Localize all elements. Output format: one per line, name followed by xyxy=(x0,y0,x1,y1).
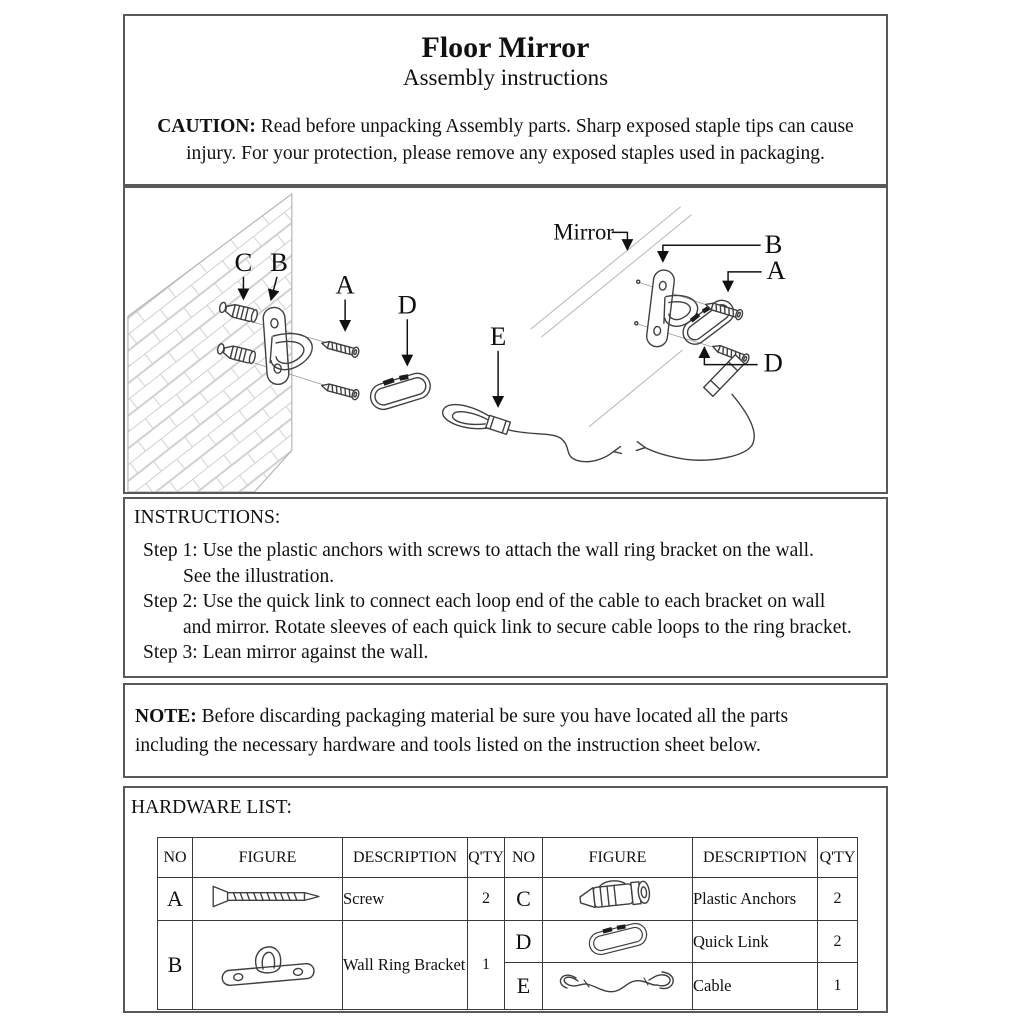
note-line-2: including the necessary hardware and tools listed on the instruction sheet below. xyxy=(135,735,761,756)
part-description-d: Quick Link xyxy=(693,921,818,963)
part-description-c: Plastic Anchors xyxy=(693,878,818,921)
wall-ring-bracket-right xyxy=(645,269,697,348)
label-mirror-arrow xyxy=(612,232,628,249)
cable-sleeve-right xyxy=(704,355,745,397)
label-b-right-arrow xyxy=(663,245,761,261)
label-b: B xyxy=(270,246,288,277)
hardware-heading: HARDWARE LIST: xyxy=(131,797,292,818)
part-no-d: D xyxy=(505,921,543,963)
label-b-right: B xyxy=(764,229,783,260)
part-description-a: Screw xyxy=(343,878,468,921)
caution-text-1: Read before unpacking Assembly parts. Sharp exposed staple tips can cause xyxy=(260,116,854,137)
note-section xyxy=(123,683,888,778)
label-d: D xyxy=(397,289,417,320)
label-a-right-arrow xyxy=(728,272,762,291)
quick-link-figure xyxy=(543,921,693,963)
part-qty-d: 2 xyxy=(818,921,858,963)
quick-link-left xyxy=(367,370,433,412)
part-description-e: Cable xyxy=(693,963,818,1010)
part-qty-a: 2 xyxy=(468,878,505,921)
col-no-left: NO xyxy=(158,838,193,878)
part-qty-e: 1 xyxy=(818,963,858,1010)
diagram-section xyxy=(123,186,888,494)
part-no-e: E xyxy=(505,963,543,1010)
hardware-section xyxy=(123,786,888,1013)
label-d-right: D xyxy=(763,347,783,378)
hardware-header-row xyxy=(158,838,858,878)
screw-figure xyxy=(193,878,343,921)
table-row xyxy=(158,878,858,921)
caution-paragraph xyxy=(125,113,886,167)
note-text-1: Before discarding packaging material be sure you have located all the parts xyxy=(201,706,789,727)
label-e: E xyxy=(489,320,507,351)
screw-top-right xyxy=(704,300,744,321)
assembly-diagram xyxy=(125,188,886,492)
col-figure-left: FIGURE xyxy=(193,838,343,878)
col-no-right: NO xyxy=(505,838,543,878)
step-1-line-1: Step 1: Use the plastic anchors with screws to attach the wall ring bracket on the wall. xyxy=(143,540,814,561)
step-3-line-1: Step 3: Lean mirror against the wall. xyxy=(143,642,429,663)
col-description-left: DESCRIPTION xyxy=(343,838,468,878)
title-section xyxy=(123,14,888,186)
part-description-b: Wall Ring Bracket xyxy=(343,921,468,1010)
plastic-anchor-figure xyxy=(543,878,693,921)
screw-top-left xyxy=(320,338,360,358)
col-qty-left: Q'TY xyxy=(468,838,505,878)
page-subtitle: Assembly instructions xyxy=(402,65,609,90)
label-mirror: Mirror xyxy=(553,219,614,245)
col-description-right: DESCRIPTION xyxy=(693,838,818,878)
part-qty-b: 1 xyxy=(468,921,505,1010)
note-line-1 xyxy=(135,702,876,731)
label-a-right: A xyxy=(766,254,786,285)
screw-tip-dot-top xyxy=(637,280,640,283)
col-qty-right: Q'TY xyxy=(818,838,858,878)
screw-bottom-left xyxy=(320,381,360,401)
part-no-c: C xyxy=(505,878,543,921)
table-row xyxy=(158,921,858,963)
mirror-group xyxy=(553,219,786,460)
cable-right xyxy=(636,394,754,460)
caution-label: CAUTION: xyxy=(157,116,256,137)
screw-tip-dot-bottom xyxy=(635,322,638,325)
wall-ring-bracket-figure xyxy=(193,921,343,1010)
instructions-section xyxy=(123,497,888,678)
part-no-b: B xyxy=(158,921,193,1010)
label-c: C xyxy=(234,246,253,277)
cable-figure xyxy=(543,963,693,1010)
cable-loop-end xyxy=(443,405,622,462)
instructions-heading: INSTRUCTIONS: xyxy=(134,507,281,528)
step-1-line-2: See the illustration. xyxy=(183,565,335,587)
note-label: NOTE: xyxy=(135,706,197,727)
caution-line-1 xyxy=(125,113,886,140)
part-qty-c: 2 xyxy=(818,878,858,921)
hardware-table xyxy=(157,837,858,1010)
step-2-line-1: Step 2: Use the quick link to connect each loop end of the cable to each bracket on wall xyxy=(143,591,826,612)
label-a: A xyxy=(335,269,355,300)
caution-line-2: injury. For your protection, please remove any exposed staples used in packaging. xyxy=(186,143,825,164)
col-figure-right: FIGURE xyxy=(543,838,693,878)
page-title: Floor Mirror xyxy=(421,31,590,64)
step-2-line-2: and mirror. Rotate sleeves of each quick link to secure cable loops to the ring bracket. xyxy=(183,616,852,638)
part-no-a: A xyxy=(158,878,193,921)
